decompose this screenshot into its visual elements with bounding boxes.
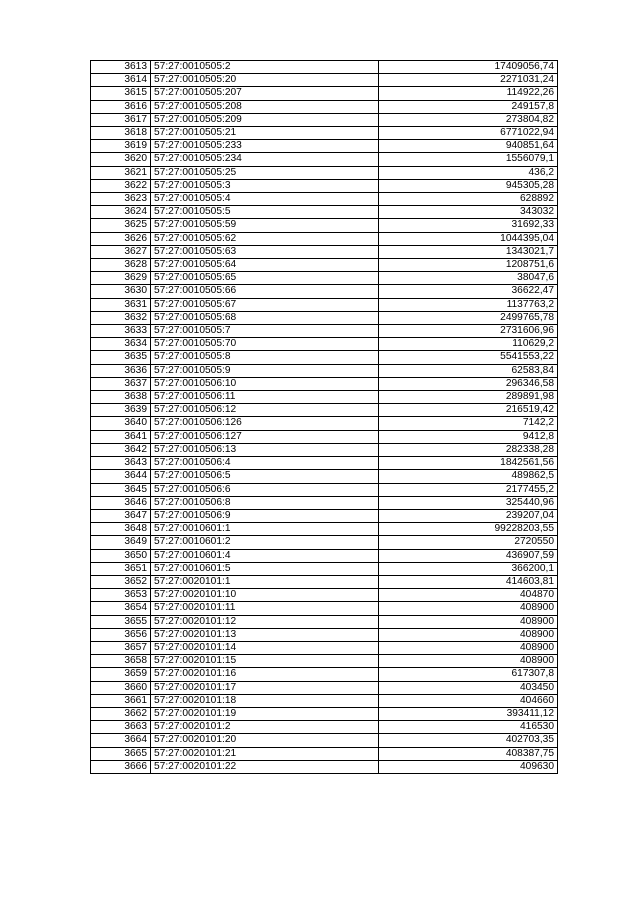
table-row <box>91 61 558 74</box>
row-number-cell: 3633 <box>91 325 151 338</box>
table-row <box>91 219 558 232</box>
table-row <box>91 74 558 87</box>
value-cell: 2271031,24 <box>379 74 558 87</box>
value-cell: 1556079,1 <box>379 153 558 166</box>
row-number-cell: 3655 <box>91 615 151 628</box>
cadastral-number-cell: 57:27:0020101:21 <box>151 747 379 760</box>
row-number-cell: 3621 <box>91 166 151 179</box>
table-row <box>91 562 558 575</box>
value-cell: 416530 <box>379 721 558 734</box>
table-row <box>91 325 558 338</box>
value-cell: 1842561,56 <box>379 457 558 470</box>
cadastral-number-cell: 57:27:0020101:18 <box>151 694 379 707</box>
table-row <box>91 549 558 562</box>
table-row <box>91 166 558 179</box>
value-cell: 36622,47 <box>379 285 558 298</box>
value-cell: 343032 <box>379 206 558 219</box>
row-number-cell: 3662 <box>91 707 151 720</box>
row-number-cell: 3616 <box>91 100 151 113</box>
cadastral-number-cell: 57:27:0010506:13 <box>151 443 379 456</box>
cadastral-value-table <box>90 60 558 774</box>
value-cell: 489862,5 <box>379 470 558 483</box>
cadastral-number-cell: 57:27:0010505:9 <box>151 364 379 377</box>
row-number-cell: 3660 <box>91 681 151 694</box>
table-row <box>91 351 558 364</box>
value-cell: 17409056,74 <box>379 61 558 74</box>
value-cell: 408900 <box>379 602 558 615</box>
row-number-cell: 3644 <box>91 470 151 483</box>
cadastral-number-cell: 57:27:0010505:4 <box>151 193 379 206</box>
table-body <box>91 61 558 774</box>
cadastral-number-cell: 57:27:0020101:20 <box>151 734 379 747</box>
table-row <box>91 681 558 694</box>
row-number-cell: 3659 <box>91 668 151 681</box>
row-number-cell: 3635 <box>91 351 151 364</box>
cadastral-number-cell: 57:27:0010506:4 <box>151 457 379 470</box>
row-number-cell: 3615 <box>91 87 151 100</box>
value-cell: 402703,35 <box>379 734 558 747</box>
table-row <box>91 100 558 113</box>
row-number-cell: 3640 <box>91 417 151 430</box>
table-row <box>91 523 558 536</box>
row-number-cell: 3613 <box>91 61 151 74</box>
value-cell: 273804,82 <box>379 113 558 126</box>
value-cell: 5541553,22 <box>379 351 558 364</box>
table-row <box>91 206 558 219</box>
cadastral-number-cell: 57:27:0010601:1 <box>151 523 379 536</box>
cadastral-number-cell: 57:27:0010506:9 <box>151 509 379 522</box>
cadastral-number-cell: 57:27:0020101:13 <box>151 628 379 641</box>
row-number-cell: 3626 <box>91 232 151 245</box>
row-number-cell: 3654 <box>91 602 151 615</box>
value-cell: 408900 <box>379 615 558 628</box>
cadastral-number-cell: 57:27:0010601:5 <box>151 562 379 575</box>
table-row <box>91 285 558 298</box>
value-cell: 62583,84 <box>379 364 558 377</box>
cadastral-number-cell: 57:27:0010506:12 <box>151 404 379 417</box>
table-row <box>91 641 558 654</box>
table-row <box>91 575 558 588</box>
row-number-cell: 3627 <box>91 245 151 258</box>
row-number-cell: 3661 <box>91 694 151 707</box>
value-cell: 110629,2 <box>379 338 558 351</box>
row-number-cell: 3663 <box>91 721 151 734</box>
value-cell: 408900 <box>379 655 558 668</box>
table-row <box>91 417 558 430</box>
value-cell: 239207,04 <box>379 509 558 522</box>
cadastral-number-cell: 57:27:0010506:8 <box>151 496 379 509</box>
cadastral-number-cell: 57:27:0020101:12 <box>151 615 379 628</box>
value-cell: 366200,1 <box>379 562 558 575</box>
row-number-cell: 3618 <box>91 127 151 140</box>
cadastral-number-cell: 57:27:0020101:2 <box>151 721 379 734</box>
row-number-cell: 3638 <box>91 391 151 404</box>
table-row <box>91 470 558 483</box>
table-row <box>91 707 558 720</box>
table-row <box>91 721 558 734</box>
row-number-cell: 3632 <box>91 311 151 324</box>
value-cell: 2499765,78 <box>379 311 558 324</box>
value-cell: 1044395,04 <box>379 232 558 245</box>
cadastral-number-cell: 57:27:0010505:63 <box>151 245 379 258</box>
row-number-cell: 3634 <box>91 338 151 351</box>
cadastral-number-cell: 57:27:0010506:6 <box>151 483 379 496</box>
row-number-cell: 3641 <box>91 430 151 443</box>
table-row <box>91 311 558 324</box>
value-cell: 436907,59 <box>379 549 558 562</box>
table-row <box>91 694 558 707</box>
value-cell: 249157,8 <box>379 100 558 113</box>
value-cell: 408900 <box>379 628 558 641</box>
row-number-cell: 3649 <box>91 536 151 549</box>
value-cell: 408900 <box>379 641 558 654</box>
value-cell: 1343021,7 <box>379 245 558 258</box>
value-cell: 404870 <box>379 589 558 602</box>
cadastral-number-cell: 57:27:0020101:1 <box>151 575 379 588</box>
row-number-cell: 3624 <box>91 206 151 219</box>
table-row <box>91 496 558 509</box>
cadastral-number-cell: 57:27:0010505:25 <box>151 166 379 179</box>
cadastral-number-cell: 57:27:0010505:233 <box>151 140 379 153</box>
cadastral-number-cell: 57:27:0010505:70 <box>151 338 379 351</box>
table-row <box>91 245 558 258</box>
value-cell: 7142,2 <box>379 417 558 430</box>
table-row <box>91 404 558 417</box>
row-number-cell: 3637 <box>91 377 151 390</box>
table-row <box>91 602 558 615</box>
table-row <box>91 509 558 522</box>
row-number-cell: 3651 <box>91 562 151 575</box>
value-cell: 409630 <box>379 760 558 773</box>
value-cell: 2177455,2 <box>379 483 558 496</box>
value-cell: 325440,96 <box>379 496 558 509</box>
cadastral-number-cell: 57:27:0010506:127 <box>151 430 379 443</box>
cadastral-number-cell: 57:27:0010505:3 <box>151 179 379 192</box>
value-cell: 99228203,55 <box>379 523 558 536</box>
cadastral-number-cell: 57:27:0010505:62 <box>151 232 379 245</box>
cadastral-number-cell: 57:27:0010505:7 <box>151 325 379 338</box>
cadastral-number-cell: 57:27:0010601:2 <box>151 536 379 549</box>
value-cell: 404660 <box>379 694 558 707</box>
value-cell: 31692,33 <box>379 219 558 232</box>
row-number-cell: 3622 <box>91 179 151 192</box>
table-row <box>91 391 558 404</box>
table-row <box>91 193 558 206</box>
value-cell: 2731606,96 <box>379 325 558 338</box>
table-row <box>91 153 558 166</box>
table-row <box>91 87 558 100</box>
value-cell: 9412,8 <box>379 430 558 443</box>
cadastral-number-cell: 57:27:0010505:8 <box>151 351 379 364</box>
table-row <box>91 668 558 681</box>
table-row <box>91 628 558 641</box>
row-number-cell: 3657 <box>91 641 151 654</box>
row-number-cell: 3620 <box>91 153 151 166</box>
cadastral-number-cell: 57:27:0010506:126 <box>151 417 379 430</box>
table-row <box>91 655 558 668</box>
value-cell: 296346,58 <box>379 377 558 390</box>
cadastral-number-cell: 57:27:0010506:11 <box>151 391 379 404</box>
table-row <box>91 298 558 311</box>
row-number-cell: 3645 <box>91 483 151 496</box>
cadastral-number-cell: 57:27:0010505:209 <box>151 113 379 126</box>
cadastral-number-cell: 57:27:0010505:5 <box>151 206 379 219</box>
row-number-cell: 3652 <box>91 575 151 588</box>
row-number-cell: 3647 <box>91 509 151 522</box>
row-number-cell: 3658 <box>91 655 151 668</box>
row-number-cell: 3646 <box>91 496 151 509</box>
table-row <box>91 615 558 628</box>
table-row <box>91 443 558 456</box>
value-cell: 414603,81 <box>379 575 558 588</box>
row-number-cell: 3665 <box>91 747 151 760</box>
cadastral-number-cell: 57:27:0010505:68 <box>151 311 379 324</box>
value-cell: 408387,75 <box>379 747 558 760</box>
table-row <box>91 272 558 285</box>
row-number-cell: 3639 <box>91 404 151 417</box>
cadastral-number-cell: 57:27:0020101:10 <box>151 589 379 602</box>
cadastral-number-cell: 57:27:0010505:234 <box>151 153 379 166</box>
table-row <box>91 179 558 192</box>
value-cell: 1208751,6 <box>379 259 558 272</box>
value-cell: 945305,28 <box>379 179 558 192</box>
row-number-cell: 3653 <box>91 589 151 602</box>
cadastral-number-cell: 57:27:0010505:21 <box>151 127 379 140</box>
value-cell: 38047,6 <box>379 272 558 285</box>
cadastral-number-cell: 57:27:0020101:14 <box>151 641 379 654</box>
value-cell: 216519,42 <box>379 404 558 417</box>
row-number-cell: 3631 <box>91 298 151 311</box>
table-row <box>91 734 558 747</box>
cadastral-number-cell: 57:27:0010601:4 <box>151 549 379 562</box>
cadastral-number-cell: 57:27:0020101:11 <box>151 602 379 615</box>
row-number-cell: 3628 <box>91 259 151 272</box>
table-row <box>91 377 558 390</box>
row-number-cell: 3636 <box>91 364 151 377</box>
cadastral-number-cell: 57:27:0020101:17 <box>151 681 379 694</box>
value-cell: 940851,64 <box>379 140 558 153</box>
cadastral-number-cell: 57:27:0020101:19 <box>151 707 379 720</box>
cadastral-number-cell: 57:27:0020101:22 <box>151 760 379 773</box>
row-number-cell: 3642 <box>91 443 151 456</box>
value-cell: 6771022,94 <box>379 127 558 140</box>
table-row <box>91 113 558 126</box>
table-row <box>91 747 558 760</box>
table-row <box>91 232 558 245</box>
table-row <box>91 457 558 470</box>
row-number-cell: 3630 <box>91 285 151 298</box>
row-number-cell: 3648 <box>91 523 151 536</box>
cadastral-number-cell: 57:27:0010505:20 <box>151 74 379 87</box>
cadastral-number-cell: 57:27:0010505:208 <box>151 100 379 113</box>
row-number-cell: 3656 <box>91 628 151 641</box>
cadastral-number-cell: 57:27:0020101:16 <box>151 668 379 681</box>
table-row <box>91 430 558 443</box>
cadastral-number-cell: 57:27:0020101:15 <box>151 655 379 668</box>
cadastral-number-cell: 57:27:0010506:5 <box>151 470 379 483</box>
row-number-cell: 3625 <box>91 219 151 232</box>
table-row <box>91 259 558 272</box>
row-number-cell: 3617 <box>91 113 151 126</box>
table-row <box>91 140 558 153</box>
table-row <box>91 536 558 549</box>
table-row <box>91 127 558 140</box>
table-row <box>91 364 558 377</box>
value-cell: 282338,28 <box>379 443 558 456</box>
value-cell: 403450 <box>379 681 558 694</box>
cadastral-number-cell: 57:27:0010505:64 <box>151 259 379 272</box>
cadastral-number-cell: 57:27:0010505:67 <box>151 298 379 311</box>
row-number-cell: 3614 <box>91 74 151 87</box>
row-number-cell: 3623 <box>91 193 151 206</box>
table-row <box>91 589 558 602</box>
row-number-cell: 3666 <box>91 760 151 773</box>
cadastral-number-cell: 57:27:0010505:2 <box>151 61 379 74</box>
table-row <box>91 338 558 351</box>
table-row <box>91 483 558 496</box>
row-number-cell: 3664 <box>91 734 151 747</box>
table-row <box>91 760 558 773</box>
cadastral-number-cell: 57:27:0010506:10 <box>151 377 379 390</box>
cadastral-number-cell: 57:27:0010505:66 <box>151 285 379 298</box>
cadastral-number-cell: 57:27:0010505:65 <box>151 272 379 285</box>
cadastral-number-cell: 57:27:0010505:207 <box>151 87 379 100</box>
value-cell: 436,2 <box>379 166 558 179</box>
row-number-cell: 3629 <box>91 272 151 285</box>
row-number-cell: 3650 <box>91 549 151 562</box>
row-number-cell: 3643 <box>91 457 151 470</box>
value-cell: 617307,8 <box>379 668 558 681</box>
cadastral-number-cell: 57:27:0010505:59 <box>151 219 379 232</box>
value-cell: 114922,26 <box>379 87 558 100</box>
value-cell: 628892 <box>379 193 558 206</box>
value-cell: 289891,98 <box>379 391 558 404</box>
row-number-cell: 3619 <box>91 140 151 153</box>
value-cell: 2720550 <box>379 536 558 549</box>
value-cell: 1137763,2 <box>379 298 558 311</box>
value-cell: 393411,12 <box>379 707 558 720</box>
